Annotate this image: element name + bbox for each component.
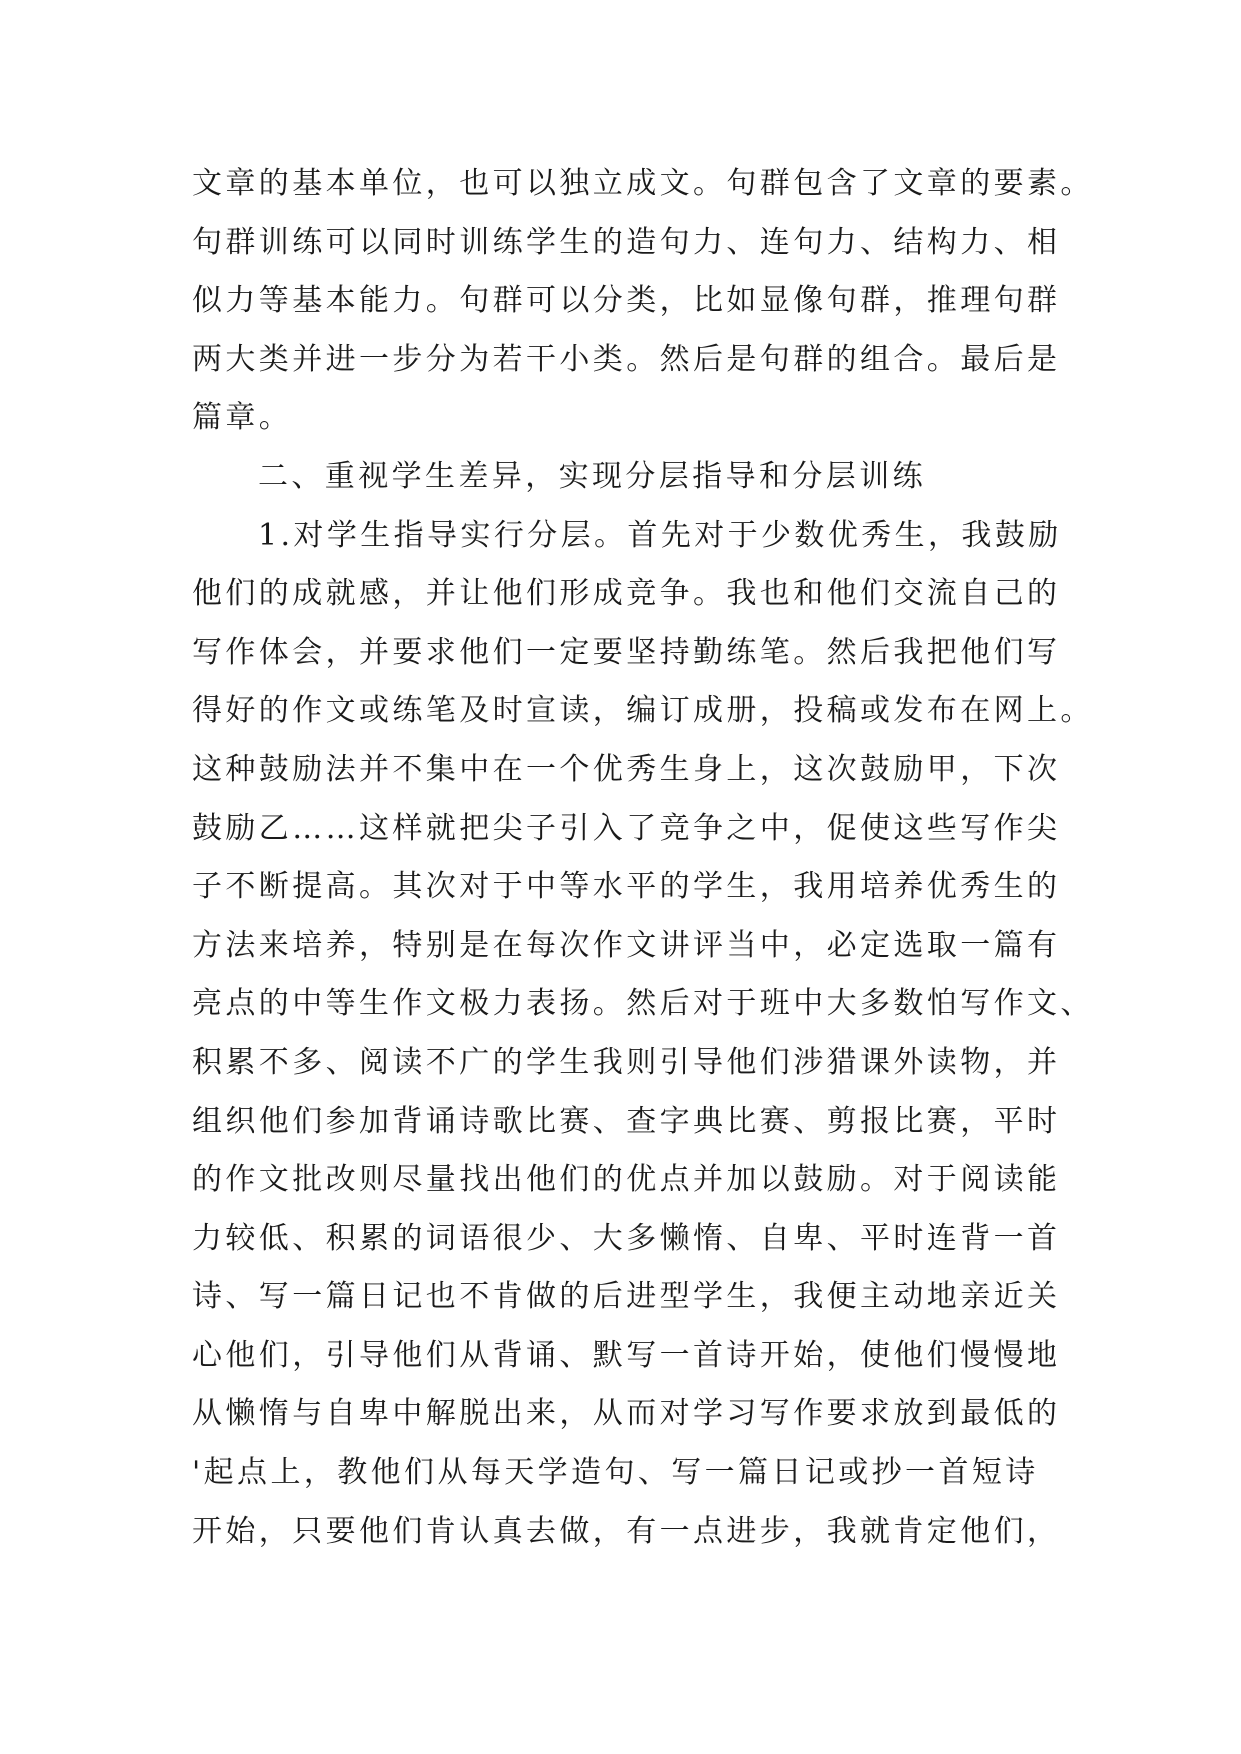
text-line: 这种鼓励法并不集中在一个优秀生身上，这次鼓励甲，下次 bbox=[192, 751, 1061, 787]
text-line: 从懒惰与自卑中解脱出来，从而对学习写作要求放到最低的 bbox=[192, 1396, 1061, 1432]
body-text bbox=[192, 155, 1094, 1561]
text-line: 力较低、积累的词语很少、大多懒惰、自卑、平时连背一首 bbox=[192, 1220, 1061, 1256]
text-line: 组织他们参加背诵诗歌比赛、查字典比赛、剪报比赛，平时 bbox=[192, 1103, 1061, 1139]
text-line: 写作体会，并要求他们一定要坚持勤练笔。然后我把他们写 bbox=[192, 634, 1061, 670]
text-line: 心他们，引导他们从背诵、默写一首诗开始，使他们慢慢地 bbox=[192, 1337, 1061, 1373]
text-line: 两大类并进一步分为若干小类。然后是句群的组合。最后是 bbox=[192, 341, 1061, 377]
text-line: 诗、写一篇日记也不肯做的后进型学生，我便主动地亲近关 bbox=[192, 1279, 1061, 1315]
text-line: 句群训练可以同时训练学生的造句力、连句力、结构力、相 bbox=[192, 224, 1061, 260]
text-line: 开始，只要他们肯认真去做，有一点进步，我就肯定他们， bbox=[192, 1513, 1061, 1549]
text-line: 积累不多、阅读不广的学生我则引导他们涉猎课外读物，并 bbox=[192, 1044, 1061, 1080]
text-line: 亮点的中等生作文极力表扬。然后对于班中大多数怕写作文、 bbox=[192, 986, 1094, 1022]
text-line: 似力等基本能力。句群可以分类，比如显像句群，推理句群 bbox=[192, 283, 1061, 319]
text-line: 篇章。 bbox=[192, 400, 293, 436]
text-line: 鼓励乙……这样就把尖子引入了竞争之中，促使这些写作尖 bbox=[192, 810, 1061, 846]
text-line: 1.对学生指导实行分层。首先对于少数优秀生，我鼓励 bbox=[258, 517, 1062, 553]
text-line: 子不断提高。其次对于中等水平的学生，我用培养优秀生的 bbox=[192, 869, 1061, 905]
section-heading: 二、重视学生差异，实现分层指导和分层训练 bbox=[258, 458, 926, 494]
text-line: '起点上，教他们从每天学造句、写一篇日记或抄一首短诗 bbox=[192, 1455, 1039, 1491]
text-line: 方法来培养，特别是在每次作文讲评当中，必定选取一篇有 bbox=[192, 927, 1061, 963]
text-line: 文章的基本单位，也可以独立成文。句群包含了文章的要素。 bbox=[192, 166, 1094, 201]
text-line: 的作文批改则尽量找出他们的优点并加以鼓励。对于阅读能 bbox=[192, 1162, 1061, 1198]
text-line: 得好的作文或练笔及时宣读，编订成册，投稿或发布在网上。 bbox=[192, 693, 1094, 729]
text-line: 他们的成就感，并让他们形成竞争。我也和他们交流自己的 bbox=[192, 576, 1061, 612]
